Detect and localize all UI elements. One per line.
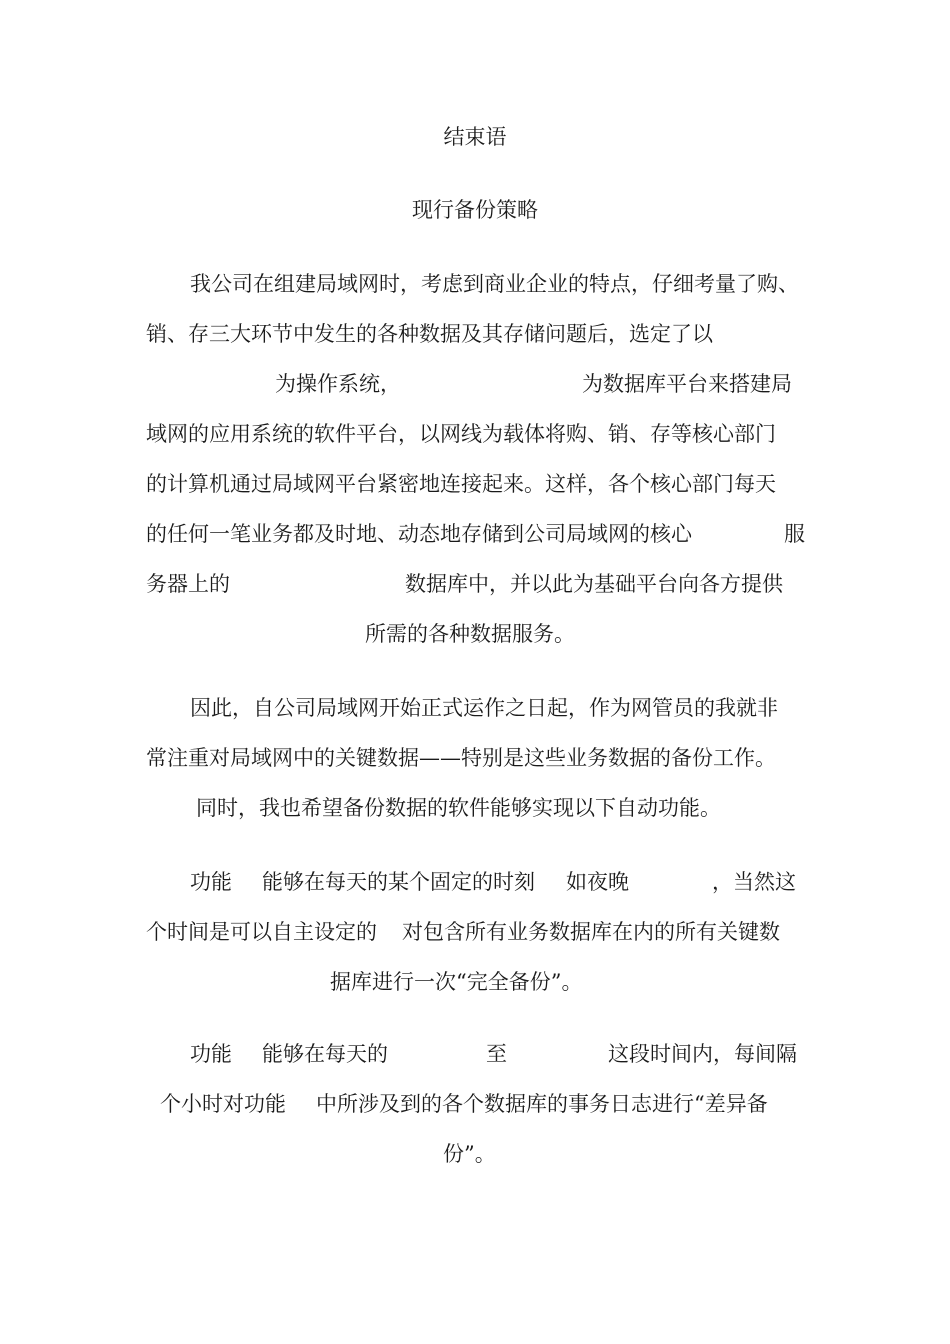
paragraph-line: 中所涉及到的各个数据库的事务日志进行“差异备 [316,1092,768,1116]
paragraph-line: 同时，我也希望备份数据的软件能够实现以下自动功能。 [196,796,721,820]
paragraph-line: 对包含所有业务数据库在内的所有关键数 [402,920,780,944]
paragraph-line: 如夜晚 [566,870,629,894]
paragraph-line: 所需的各种数据服务。 [365,622,575,646]
paragraph-line: 为数据库平台来搭建局 [582,372,792,396]
paragraph-line: 功能 [190,870,232,894]
paragraph-line: 份”。 [443,1142,496,1166]
paragraph-line: 这段时间内，每间隔 [608,1042,797,1066]
paragraph-line: 服 [784,522,805,546]
document-subtitle: 现行备份策略 [412,198,538,222]
paragraph-line: 据库进行一次“完全备份”。 [330,970,583,994]
paragraph-line: ，当然这 [712,870,796,894]
paragraph-line: 至 [486,1042,507,1066]
paragraph-line: 能够在每天的某个固定的时刻 [262,870,535,894]
paragraph-line: 销、存三大环节中发生的各种数据及其存储问题后，选定了以 [146,322,713,346]
document-title: 结束语 [443,125,507,149]
paragraph-line: 我公司在组建局域网时，考虑到商业企业的特点，仔细考量了购、 [190,272,799,296]
paragraph-line: 因此，自公司局域网开始正式运作之日起，作为网管员的我就非 [190,696,778,720]
paragraph-line: 数据库中，并以此为基础平台向各方提供 [405,572,783,596]
paragraph-line: 个时间是可以自主设定的 [146,920,377,944]
paragraph-line: 务器上的 [146,572,230,596]
paragraph-line: 为操作系统， [275,372,401,396]
paragraph-line: 个小时对功能 [160,1092,286,1116]
paragraph-line: 的计算机通过局域网平台紧密地连接起来。这样，各个核心部门每天 [146,472,776,496]
paragraph-line: 的任何一笔业务都及时地、动态地存储到公司局域网的核心 [146,522,692,546]
paragraph-line: 能够在每天的 [262,1042,388,1066]
paragraph-line: 功能 [190,1042,232,1066]
paragraph-line: 域网的应用系统的软件平台，以网线为载体将购、销、存等核心部门 [146,422,776,446]
paragraph-line: 常注重对局域网中的关键数据——特别是这些业务数据的备份工作。 [146,746,776,770]
